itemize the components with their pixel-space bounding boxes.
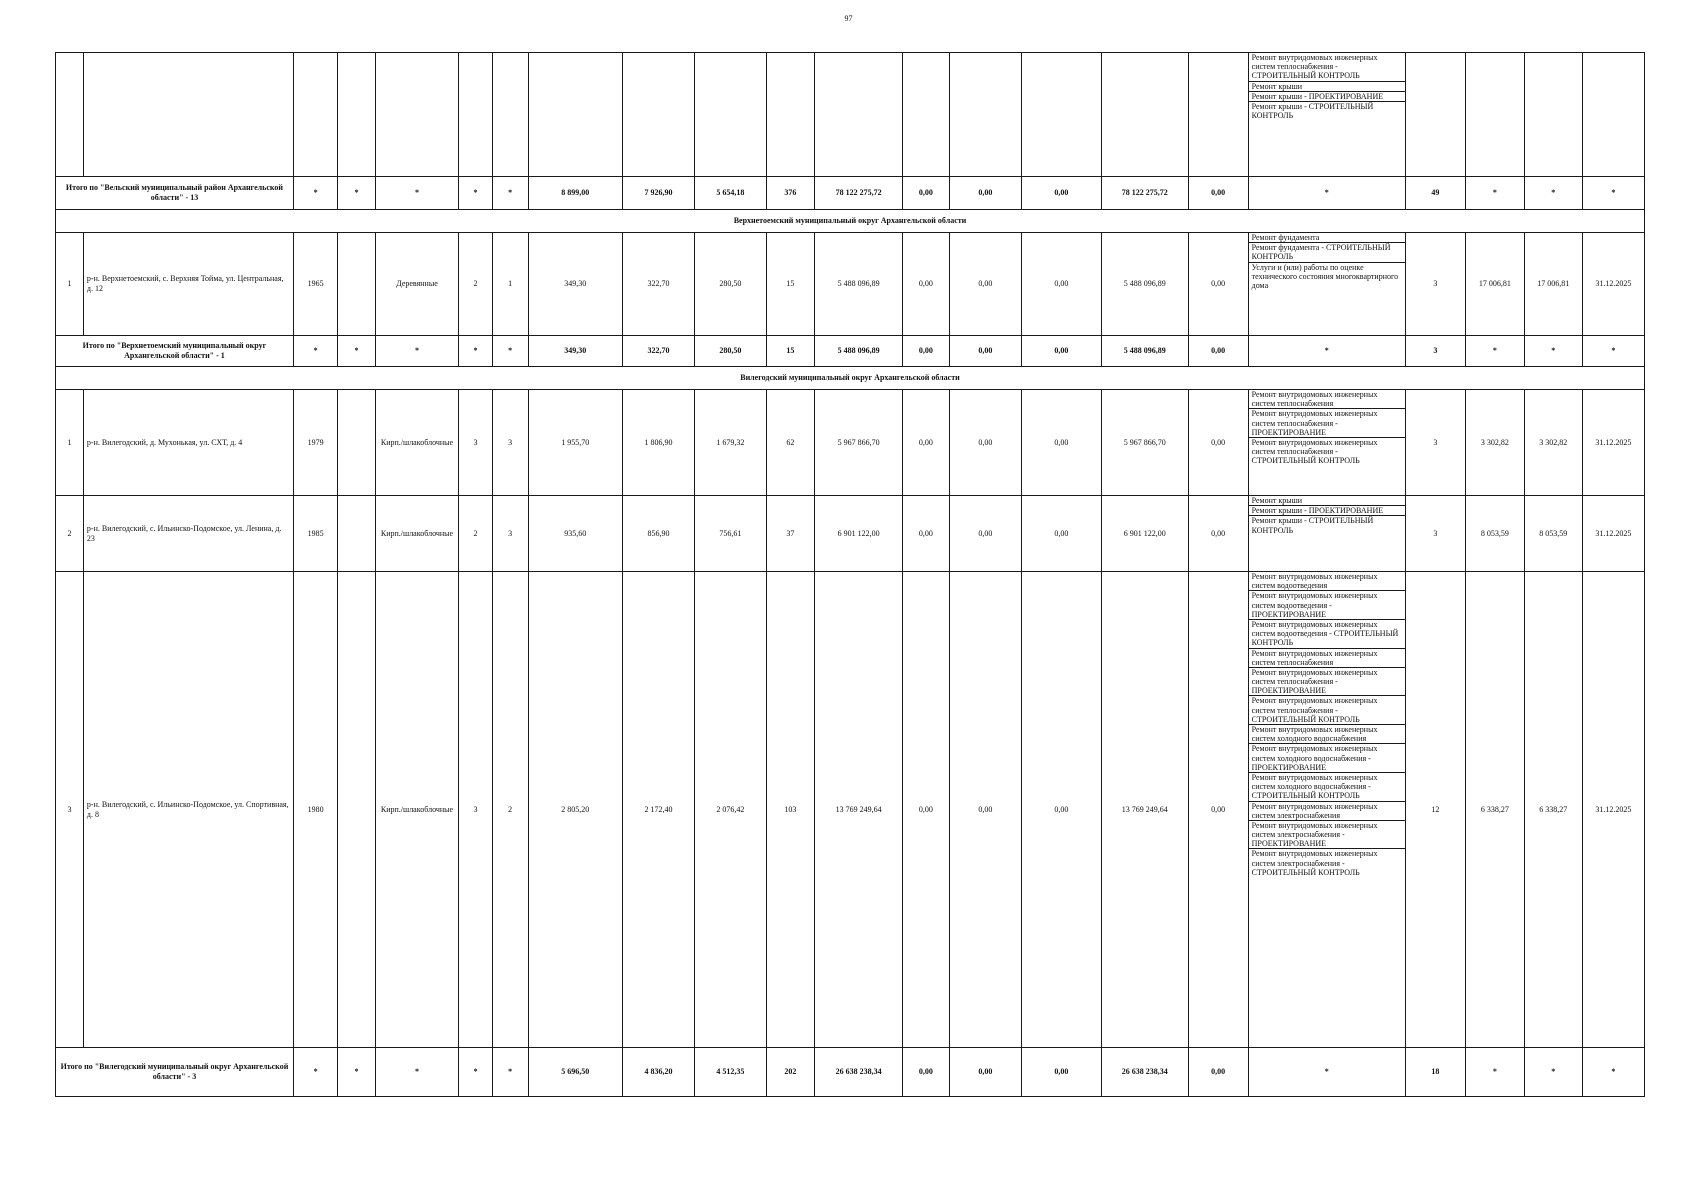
unit-cost-max-cell: 3 302,82 <box>1524 390 1582 496</box>
cell: 5 696,50 <box>528 1048 622 1097</box>
cell <box>492 53 528 177</box>
unit-cost-cell: 3 302,82 <box>1465 390 1524 496</box>
cell: * <box>1524 177 1582 210</box>
work-item: Ремонт крыши - ПРОЕКТИРОВАНИЕ <box>1249 92 1405 102</box>
fund-loc-cell: 0,00 <box>1022 496 1102 572</box>
cell: 349,30 <box>528 336 622 367</box>
cell: * <box>375 177 459 210</box>
work-item: Ремонт внутридомовых инженерных систем холодного водоснабжения - ПРОЕКТИРОВАНИЕ <box>1249 744 1405 773</box>
work-item: Ремонт внутридомовых инженерных систем электроснабжения <box>1249 802 1405 821</box>
area-living-cell: 280,50 <box>695 233 766 336</box>
cell: * <box>1582 1048 1644 1097</box>
work-count-cell: 3 <box>1405 233 1465 336</box>
fund-fed-cell: 0,00 <box>903 233 950 336</box>
cell <box>1465 53 1524 177</box>
deadline-cell: 31.12.2025 <box>1582 390 1644 496</box>
material-cell: Деревянные <box>375 233 459 336</box>
cell <box>695 53 766 177</box>
table-row <box>56 572 1645 1048</box>
fund-fed-cell: 0,00 <box>903 496 950 572</box>
cell <box>815 53 903 177</box>
work-item: Ремонт внутридомовых инженерных систем электроснабжения - ПРОЕКТИРОВАНИЕ <box>1249 821 1405 850</box>
fund-fed-cell: 0,00 <box>903 390 950 496</box>
unit-cost-cell: 17 006,81 <box>1465 233 1524 336</box>
floors-cell: 3 <box>459 572 492 1048</box>
works-cell <box>1248 390 1405 496</box>
continuation-row <box>56 53 1645 177</box>
works-cell <box>1248 233 1405 336</box>
work-item: Ремонт внутридомовых инженерных систем теплоснабжения - ПРОЕКТИРОВАНИЕ <box>1249 668 1405 697</box>
unit-cost-cell: 6 338,27 <box>1465 572 1524 1048</box>
cell: 5 654,18 <box>695 177 766 210</box>
fund-owners-cell: 6 901 122,00 <box>1101 496 1188 572</box>
work-item: Ремонт внутридомовых инженерных систем теплоснабжения - ПРОЕКТИРОВАНИЕ <box>1249 409 1405 438</box>
cell: * <box>1248 177 1405 210</box>
cell: 0,00 <box>1188 336 1248 367</box>
work-count-cell: 3 <box>1405 390 1465 496</box>
cell: * <box>459 336 492 367</box>
floors-cell: 2 <box>459 233 492 336</box>
deadline-cell: 31.12.2025 <box>1582 572 1644 1048</box>
cell: 0,00 <box>1022 177 1102 210</box>
work-item: Ремонт внутридомовых инженерных систем теплоснабжения - СТРОИТЕЛЬНЫЙ КОНТРОЛЬ <box>1249 696 1405 725</box>
district-title: Вилегодский муниципальный округ Архангельской области <box>56 367 1645 390</box>
fund-reg-cell: 0,00 <box>949 390 1021 496</box>
total-row-velsk <box>56 177 1645 210</box>
cell <box>293 53 337 177</box>
year2-cell <box>338 390 375 496</box>
cell: * <box>1465 177 1524 210</box>
total-label: Итого по "Верхнетоемский муниципальный округ Архангельской области" - 1 <box>56 336 294 367</box>
material-cell: Кирп./шлакоблочные <box>375 390 459 496</box>
row-number: 2 <box>56 496 84 572</box>
cost-total-cell: 6 901 122,00 <box>815 496 903 572</box>
material-cell: Кирп./шлакоблочные <box>375 496 459 572</box>
total-label: Итого по "Вельский муниципальный район Архангельской области" - 13 <box>56 177 294 210</box>
floors-cell: 3 <box>459 390 492 496</box>
unit-cost-max-cell: 17 006,81 <box>1524 233 1582 336</box>
work-item: Ремонт внутридомовых инженерных систем водоотведения - ПРОЕКТИРОВАНИЕ <box>1249 591 1405 620</box>
cell: * <box>1524 336 1582 367</box>
year2-cell <box>338 496 375 572</box>
row-number: 1 <box>56 233 84 336</box>
cell: 78 122 275,72 <box>1101 177 1188 210</box>
cell: 280,50 <box>695 336 766 367</box>
cell: 0,00 <box>949 336 1021 367</box>
cell: 0,00 <box>1188 1048 1248 1097</box>
fund-other-cell: 0,00 <box>1188 390 1248 496</box>
entrances-cell: 3 <box>492 496 528 572</box>
cost-total-cell: 13 769 249,64 <box>815 572 903 1048</box>
unit-cost-max-cell: 8 053,59 <box>1524 496 1582 572</box>
floors-cell: 2 <box>459 496 492 572</box>
cell: 78 122 275,72 <box>815 177 903 210</box>
cell: 26 638 238,34 <box>815 1048 903 1097</box>
cell: * <box>338 1048 375 1097</box>
material-cell: Кирп./шлакоблочные <box>375 572 459 1048</box>
cell: * <box>492 1048 528 1097</box>
fund-owners-cell: 13 769 249,64 <box>1101 572 1188 1048</box>
cell: * <box>492 177 528 210</box>
cell: * <box>338 336 375 367</box>
works-cell <box>1248 572 1405 1048</box>
district-header-verkhnetoemsky <box>56 210 1645 233</box>
address-cell: р-н. Вилегодский, с. Ильинско-Подомское, ул. Спортивная, д. 8 <box>83 572 293 1048</box>
fund-other-cell: 0,00 <box>1188 496 1248 572</box>
address-cell: р-н. Вилегодский, д. Мухонькая, ул. СХТ, д. 4 <box>83 390 293 496</box>
unit-cost-max-cell: 6 338,27 <box>1524 572 1582 1048</box>
fund-reg-cell: 0,00 <box>949 572 1021 1048</box>
work-item: Услуги и (или) работы по оценке технического состояния многоквартирного дома <box>1251 262 1399 290</box>
cell: 0,00 <box>1188 177 1248 210</box>
work-item: Ремонт фундамента - СТРОИТЕЛЬНЫЙ КОНТРОЛЬ <box>1249 243 1405 262</box>
cell: 4 836,20 <box>622 1048 694 1097</box>
work-item: Ремонт внутридомовых инженерных систем электроснабжения - СТРОИТЕЛЬНЫЙ КОНТРОЛЬ <box>1251 849 1378 877</box>
cell: * <box>459 177 492 210</box>
row-number: 3 <box>56 572 84 1048</box>
area-total-cell: 349,30 <box>528 233 622 336</box>
work-count-cell: 3 <box>1405 496 1465 572</box>
cell: * <box>1582 336 1644 367</box>
cell: 0,00 <box>903 177 950 210</box>
area-premises-cell: 856,90 <box>622 496 694 572</box>
cell: 0,00 <box>949 1048 1021 1097</box>
residents-cell: 62 <box>766 390 815 496</box>
cell <box>1582 53 1644 177</box>
work-count-cell: 12 <box>1405 572 1465 1048</box>
area-total-cell: 1 955,70 <box>528 390 622 496</box>
cell: 3 <box>1405 336 1465 367</box>
cell <box>1405 53 1465 177</box>
entrances-cell: 2 <box>492 572 528 1048</box>
cell: * <box>1524 1048 1582 1097</box>
work-item: Ремонт внутридомовых инженерных систем теплоснабжения - СТРОИТЕЛЬНЫЙ КОНТРОЛЬ <box>1251 437 1378 466</box>
cell: 202 <box>766 1048 815 1097</box>
work-item: Ремонт внутридомовых инженерных систем холодного водоснабжения - СТРОИТЕЛЬНЫЙ КОНТРОЛЬ <box>1249 773 1405 802</box>
cell: 0,00 <box>903 336 950 367</box>
cell: 7 926,90 <box>622 177 694 210</box>
fund-reg-cell: 0,00 <box>949 233 1021 336</box>
table-row <box>56 390 1645 496</box>
cell: 322,70 <box>622 336 694 367</box>
page-number: 97 <box>844 14 853 23</box>
cell: 0,00 <box>1022 1048 1102 1097</box>
year2-cell <box>338 572 375 1048</box>
cell <box>949 53 1021 177</box>
cell: * <box>492 336 528 367</box>
work-item: Ремонт внутридомовых инженерных систем холодного водоснабжения <box>1249 725 1405 744</box>
cost-total-cell: 5 967 866,70 <box>815 390 903 496</box>
address-cell: р-н. Вилегодский, с. Ильинско-Подомское, ул. Ленина, д. 23 <box>83 496 293 572</box>
cell <box>1188 53 1248 177</box>
district-title: Верхнетоемский муниципальный округ Архангельской области <box>56 210 1645 233</box>
year-cell: 1980 <box>293 572 337 1048</box>
cell <box>1101 53 1188 177</box>
table-row <box>56 233 1645 336</box>
residents-cell: 37 <box>766 496 815 572</box>
fund-owners-cell: 5 967 866,70 <box>1101 390 1188 496</box>
cell: 0,00 <box>903 1048 950 1097</box>
cell <box>83 53 293 177</box>
work-item: Ремонт внутридомовых инженерных систем теплоснабжения - СТРОИТЕЛЬНЫЙ КОНТРОЛЬ <box>1249 53 1405 82</box>
cell <box>56 53 84 177</box>
area-living-cell: 2 076,42 <box>695 572 766 1048</box>
total-row-vilegodsky <box>56 1048 1645 1097</box>
unit-cost-cell: 8 053,59 <box>1465 496 1524 572</box>
area-living-cell: 1 679,32 <box>695 390 766 496</box>
capital-repair-table <box>55 52 1645 1097</box>
cost-total-cell: 5 488 096,89 <box>815 233 903 336</box>
cell: * <box>375 1048 459 1097</box>
entrances-cell: 1 <box>492 233 528 336</box>
total-label: Итого по "Вилегодский муниципальный округ Архангельской области" - 3 <box>56 1048 294 1097</box>
cell: 5 488 096,89 <box>1101 336 1188 367</box>
cell <box>1524 53 1582 177</box>
year-cell: 1965 <box>293 233 337 336</box>
fund-loc-cell: 0,00 <box>1022 572 1102 1048</box>
deadline-cell: 31.12.2025 <box>1582 233 1644 336</box>
year2-cell <box>338 233 375 336</box>
work-item: Ремонт внутридомовых инженерных систем водоотведения <box>1249 572 1405 591</box>
work-item: Ремонт фундамента <box>1249 233 1405 243</box>
row-number: 1 <box>56 390 84 496</box>
deadline-cell: 31.12.2025 <box>1582 496 1644 572</box>
year-cell: 1985 <box>293 496 337 572</box>
area-total-cell: 935,60 <box>528 496 622 572</box>
cell: * <box>1465 1048 1524 1097</box>
fund-loc-cell: 0,00 <box>1022 233 1102 336</box>
cell <box>1022 53 1102 177</box>
cell: 8 899,00 <box>528 177 622 210</box>
cell: * <box>459 1048 492 1097</box>
area-premises-cell: 1 806,90 <box>622 390 694 496</box>
works-cell <box>1248 53 1405 177</box>
work-item: Ремонт крыши <box>1249 82 1405 92</box>
cell <box>622 53 694 177</box>
fund-fed-cell: 0,00 <box>903 572 950 1048</box>
cell: * <box>1582 177 1644 210</box>
work-item: Ремонт крыши <box>1249 496 1405 506</box>
cell <box>766 53 815 177</box>
work-item: Ремонт внутридомовых инженерных систем теплоснабжения <box>1249 390 1405 409</box>
cell: 18 <box>1405 1048 1465 1097</box>
fund-loc-cell: 0,00 <box>1022 390 1102 496</box>
fund-other-cell: 0,00 <box>1188 233 1248 336</box>
cell <box>375 53 459 177</box>
fund-reg-cell: 0,00 <box>949 496 1021 572</box>
cell: * <box>1248 1048 1405 1097</box>
cell: 5 488 096,89 <box>815 336 903 367</box>
cell: * <box>338 177 375 210</box>
cell: * <box>293 177 337 210</box>
area-premises-cell: 322,70 <box>622 233 694 336</box>
work-item: Ремонт крыши - СТРОИТЕЛЬНЫЙ КОНТРОЛЬ <box>1251 516 1374 535</box>
residents-cell: 15 <box>766 233 815 336</box>
area-total-cell: 2 805,20 <box>528 572 622 1048</box>
work-item: Ремонт внутридомовых инженерных систем водоотведения - СТРОИТЕЛЬНЫЙ КОНТРОЛЬ <box>1249 620 1405 649</box>
cell: * <box>293 1048 337 1097</box>
cell: * <box>1248 336 1405 367</box>
residents-cell: 103 <box>766 572 815 1048</box>
work-item: Ремонт крыши - ПРОЕКТИРОВАНИЕ <box>1249 506 1405 516</box>
cell: 4 512,35 <box>695 1048 766 1097</box>
fund-other-cell: 0,00 <box>1188 572 1248 1048</box>
year-cell: 1979 <box>293 390 337 496</box>
district-header-vilegodsky <box>56 367 1645 390</box>
repair-program-table <box>55 52 1645 1097</box>
total-row-verkhnetoemsky <box>56 336 1645 367</box>
cell <box>459 53 492 177</box>
entrances-cell: 3 <box>492 390 528 496</box>
cell: * <box>1465 336 1524 367</box>
cell: * <box>293 336 337 367</box>
table-row <box>56 496 1645 572</box>
cell: 15 <box>766 336 815 367</box>
cell: 0,00 <box>1022 336 1102 367</box>
fund-owners-cell: 5 488 096,89 <box>1101 233 1188 336</box>
address-cell: р-н. Верхнетоемский, с. Верхняя Тойма, ул. Центральная, д. 12 <box>83 233 293 336</box>
cell: 26 638 238,34 <box>1101 1048 1188 1097</box>
work-item: Ремонт внутридомовых инженерных систем теплоснабжения <box>1249 649 1405 668</box>
cell <box>528 53 622 177</box>
cell: 376 <box>766 177 815 210</box>
work-item: Ремонт крыши - СТРОИТЕЛЬНЫЙ КОНТРОЛЬ <box>1251 101 1374 121</box>
area-premises-cell: 2 172,40 <box>622 572 694 1048</box>
cell <box>338 53 375 177</box>
cell: 0,00 <box>949 177 1021 210</box>
area-living-cell: 756,61 <box>695 496 766 572</box>
cell: * <box>375 336 459 367</box>
works-cell <box>1248 496 1405 572</box>
cell: 49 <box>1405 177 1465 210</box>
cell <box>903 53 950 177</box>
